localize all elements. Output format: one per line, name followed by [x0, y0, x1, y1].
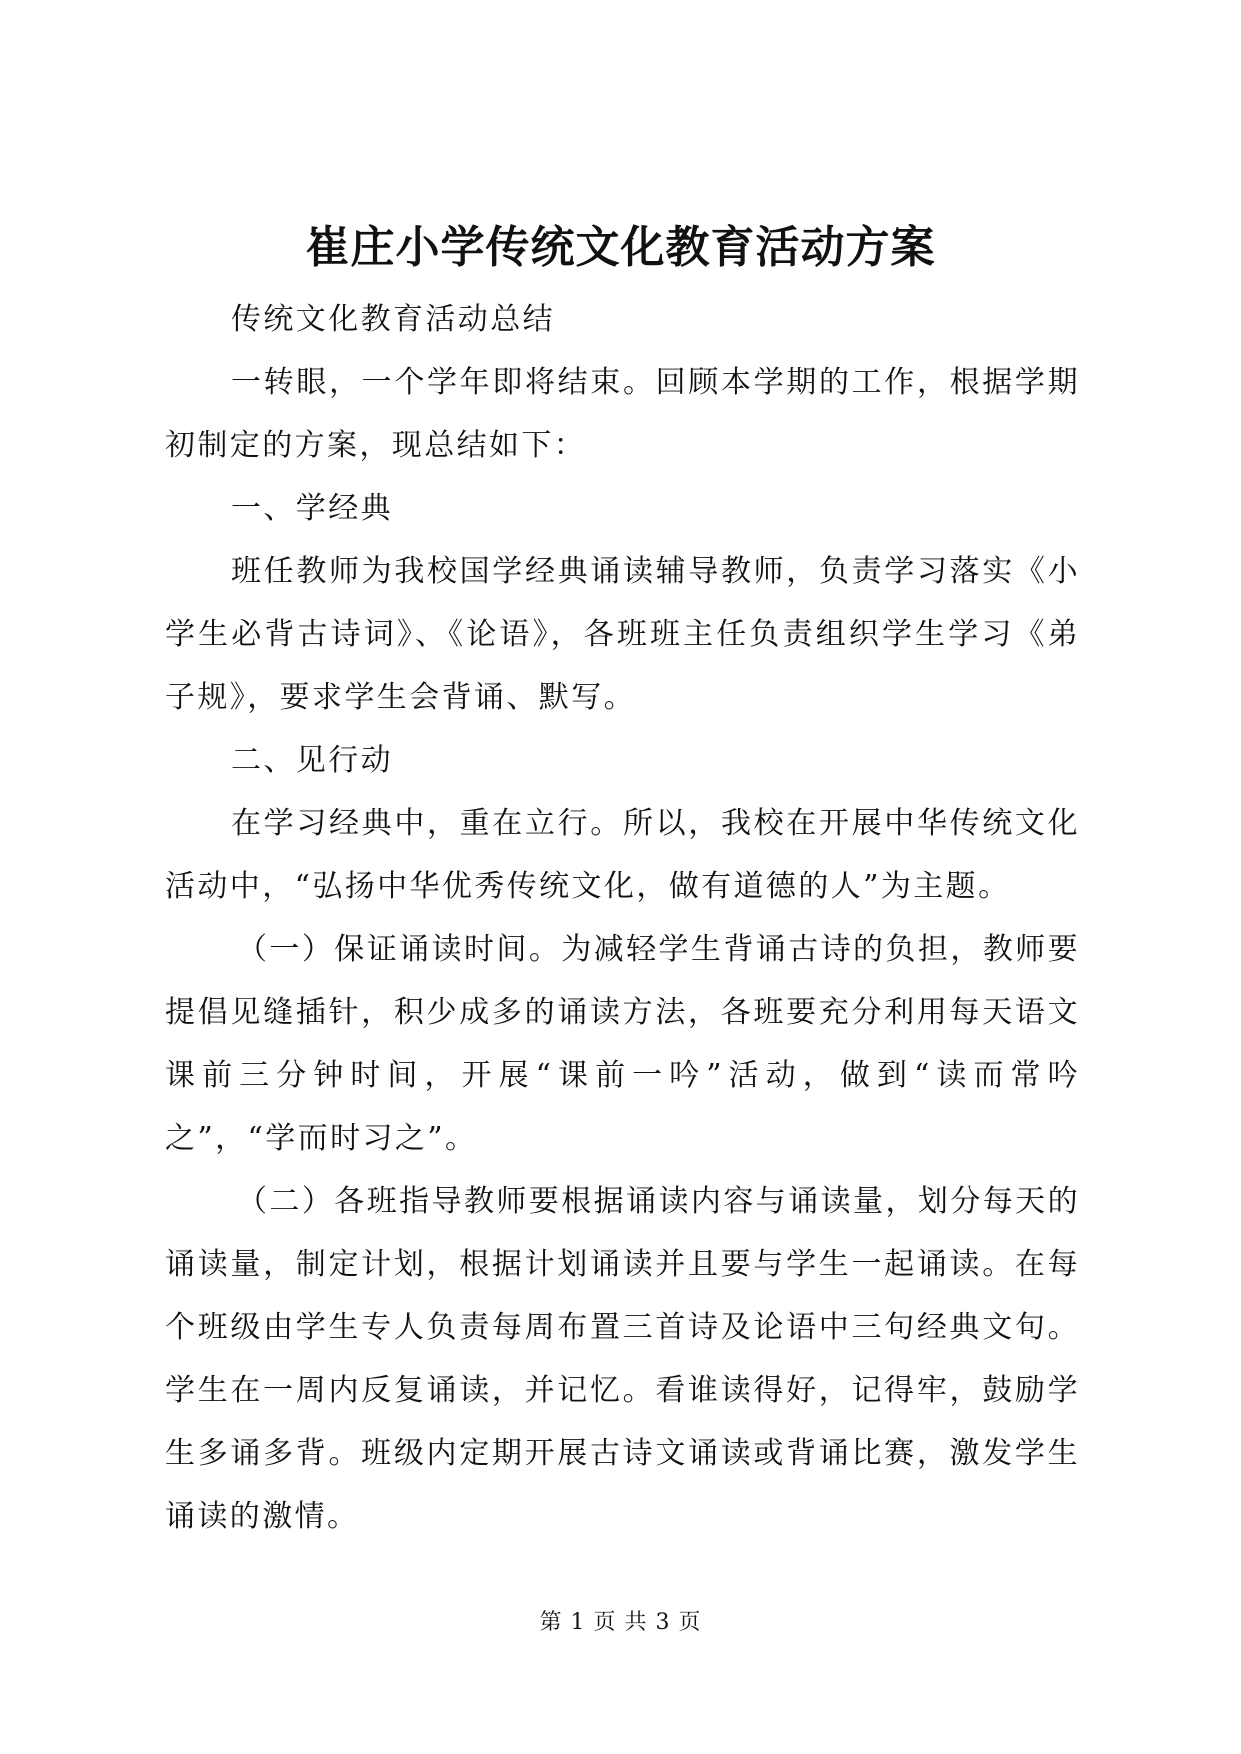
paragraph-intro: 一转眼，一个学年即将结束。回顾本学期的工作，根据学期初制定的方案，现总结如下： — [165, 365, 1080, 463]
paragraph-subtitle: 传统文化教育活动总结 — [231, 302, 555, 337]
document-body — [165, 288, 1080, 1548]
page-footer: 第 1 页 共 3 页 — [539, 1610, 702, 1635]
section-heading-1: 一、学经典 — [231, 491, 393, 526]
paragraph-item-2: （二）各班指导教师要根据诵读内容与诵读量，划分每天的诵读量，制定计划，根据计划诵读并且要与学生一起诵读。在每个班级由学生专人负责每周布置三首诗及论语中三句经典文句。学生在一周内反复诵读，并记忆。看谁读得好，记得牢，鼓励学生多诵多背。班级内定期开展古诗文诵读或背诵比赛，激发学生诵读的激情。 — [165, 1184, 1080, 1534]
paragraph-action: 在学习经典中，重在立行。所以，我校在开展中华传统文化活动中，“弘扬中华优秀传统文化，做有道德的人”为主题。 — [165, 806, 1080, 904]
paragraph-classics: 班任教师为我校国学经典诵读辅导教师，负责学习落实《小学生必背古诗词》、《论语》，各班班主任负责组织学生学习《弟子规》，要求学生会背诵、默写。 — [165, 554, 1080, 715]
document-title: 崔庄小学传统文化教育活动方案 — [305, 222, 936, 273]
paragraph-item-1: （一）保证诵读时间。为减轻学生背诵古诗的负担，教师要提倡见缝插针，积少成多的诵读方法，各班要充分利用每天语文课前三分钟时间，开展“课前一吟”活动，做到“读而常吟之”，“学而时习之”。 — [165, 932, 1080, 1156]
section-heading-2: 二、见行动 — [231, 743, 393, 778]
